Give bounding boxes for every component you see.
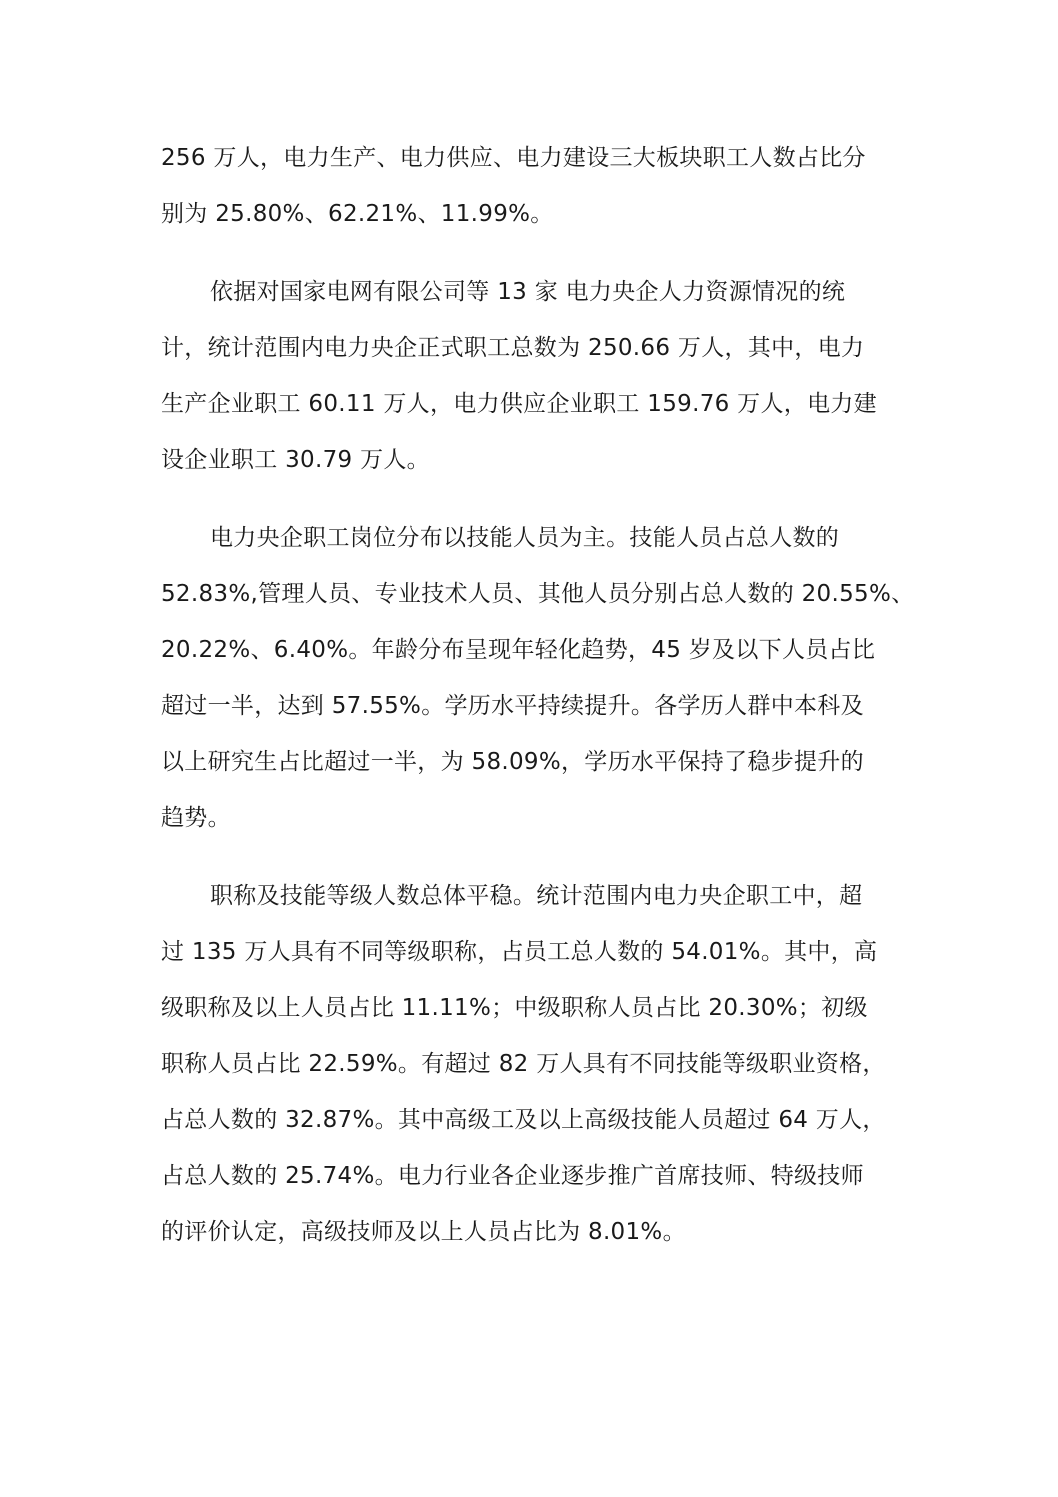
paragraph-position-distribution [161,516,915,852]
text-line: 计，统计范围内电力央企正式职工总数为 250.66 万人，其中，电力 [161,335,865,361]
text-line: 生产企业职工 60.11 万人，电力供应企业职工 159.76 万人，电力建 [161,391,877,417]
text-line: 以上研究生占比超过一半，为 58.09%，学历水平保持了稳步提升的 [161,749,864,775]
text-line: 设企业职工 30.79 万人。 [161,447,430,473]
paragraph-spacer [161,852,901,874]
text-line: 超过一半，达到 57.55%。学历水平持续提升。各学历人群中本科及 [161,693,864,719]
text-line: 职称人员占比 22.59%。有超过 82 万人具有不同技能等级职业资格， [161,1051,886,1077]
text-line: 256 万人，电力生产、电力供应、电力建设三大板块职工人数占比分 [161,145,866,171]
document-body [161,136,915,1266]
text-line: 的评价认定，高级技师及以上人员占比为 8.01%。 [161,1219,686,1245]
text-line: 电力央企职工岗位分布以技能人员为主。技能人员占总人数的 [210,525,840,551]
text-line: 趋势。 [161,805,231,831]
text-line: 52.83%,管理人员、专业技术人员、其他人员分别占总人数的 20.55%、 [161,581,915,607]
text-line: 20.22%、6.40%。年龄分布呈现年轻化趋势，45 岁及以下人员占比 [161,637,876,663]
paragraph-titles-and-skills [161,874,901,1266]
paragraph-workforce-segments [161,136,901,248]
text-line: 职称及技能等级人数总体平稳。统计范围内电力央企职工中，超 [210,883,863,909]
text-line: 过 135 万人具有不同等级职称，占员工总人数的 54.01%。其中，高 [161,939,878,965]
text-line: 占总人数的 32.87%。其中高级工及以上高级技能人员超过 64 万人， [161,1107,886,1133]
text-line: 占总人数的 25.74%。电力行业各企业逐步推广首席技师、特级技师 [161,1163,864,1189]
text-line: 级职称及以上人员占比 11.11%；中级职称人员占比 20.30%；初级 [161,995,868,1021]
paragraph-central-enterprise-staff [161,270,901,494]
text-line: 依据对国家电网有限公司等 13 家 电力央企人力资源情况的统 [210,279,846,305]
paragraph-spacer [161,248,901,270]
text-line: 别为 25.80%、62.21%、11.99%。 [161,201,554,227]
paragraph-spacer [161,494,901,516]
